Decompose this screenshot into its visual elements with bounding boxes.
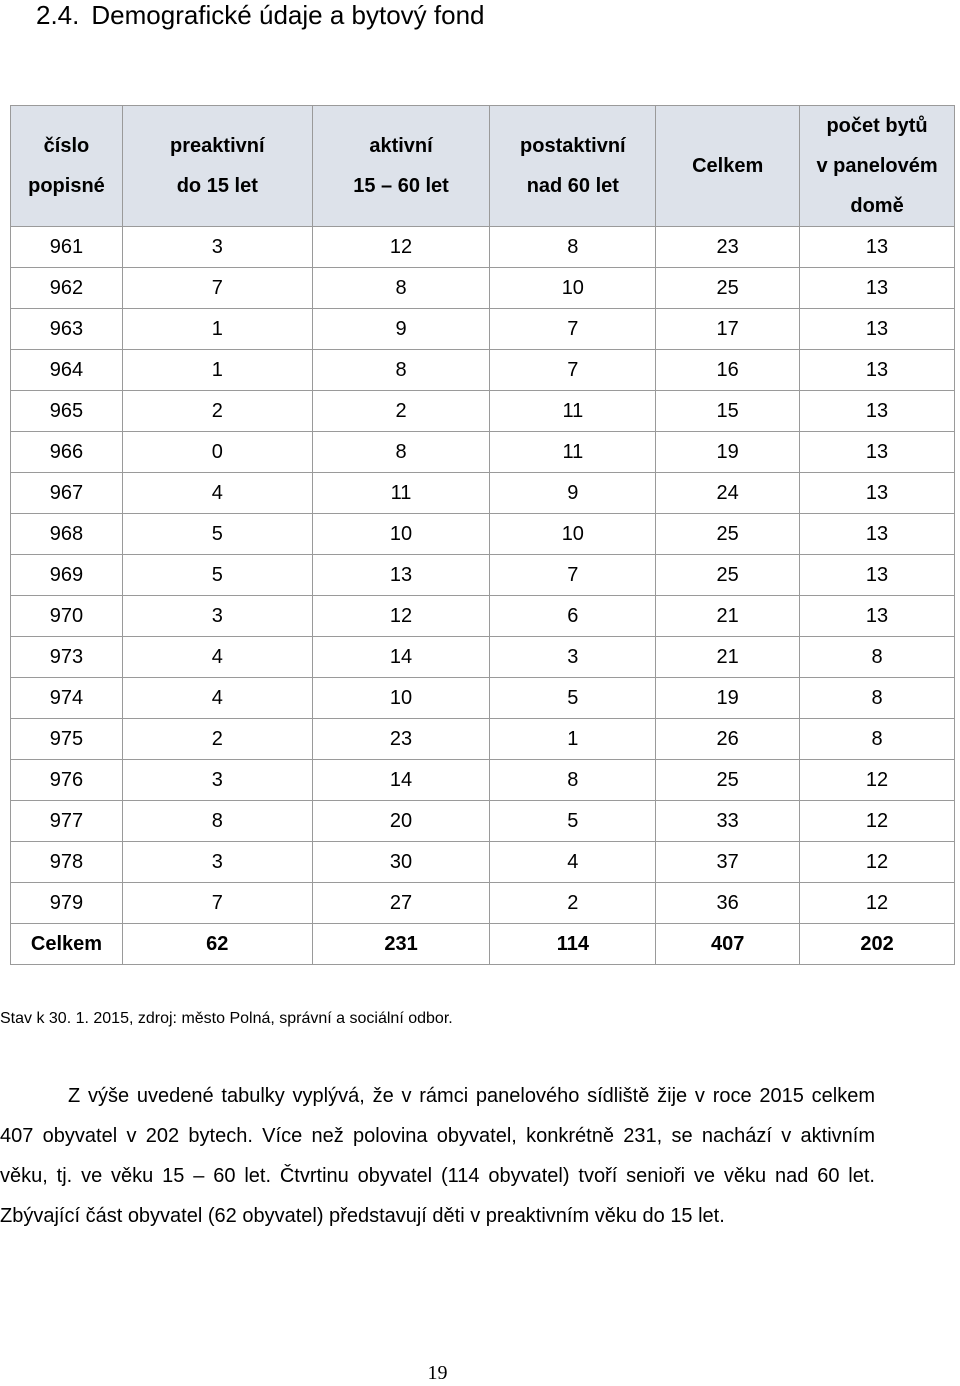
pocet-bytu-cell: 13 [800, 432, 955, 473]
table-row [11, 842, 955, 883]
total-preaktivni-cell: 62 [122, 924, 312, 965]
table-row [11, 227, 955, 268]
cislo-popisne-cell: 976 [11, 760, 123, 801]
celkem-cell: 23 [656, 227, 800, 268]
cislo-popisne-cell: 965 [11, 391, 123, 432]
aktivni-cell: 14 [312, 760, 490, 801]
table-row [11, 350, 955, 391]
cislo-popisne-cell: 968 [11, 514, 123, 555]
table-row [11, 514, 955, 555]
celkem-cell: 19 [656, 678, 800, 719]
postaktivni-cell: 8 [490, 760, 656, 801]
table-row [11, 309, 955, 350]
aktivni-cell: 30 [312, 842, 490, 883]
postaktivni-cell: 3 [490, 637, 656, 678]
demographics-table [10, 105, 955, 965]
preaktivni-cell: 3 [122, 842, 312, 883]
celkem-cell: 16 [656, 350, 800, 391]
postaktivni-cell: 7 [490, 309, 656, 350]
postaktivni-cell: 8 [490, 227, 656, 268]
postaktivni-cell: 5 [490, 678, 656, 719]
postaktivni-cell: 4 [490, 842, 656, 883]
postaktivni-cell: 7 [490, 350, 656, 391]
celkem-cell: 24 [656, 473, 800, 514]
celkem-cell: 26 [656, 719, 800, 760]
cislo-popisne-cell: 969 [11, 555, 123, 596]
header-pocet-bytu: počet bytů v panelovém domě [800, 106, 955, 227]
celkem-cell: 17 [656, 309, 800, 350]
celkem-cell: 37 [656, 842, 800, 883]
cislo-popisne-cell: 978 [11, 842, 123, 883]
celkem-cell: 25 [656, 760, 800, 801]
postaktivni-cell: 5 [490, 801, 656, 842]
pocet-bytu-cell: 13 [800, 596, 955, 637]
preaktivni-cell: 0 [122, 432, 312, 473]
table-row [11, 555, 955, 596]
celkem-cell: 21 [656, 637, 800, 678]
aktivni-cell: 8 [312, 350, 490, 391]
cislo-popisne-cell: 963 [11, 309, 123, 350]
pocet-bytu-cell: 13 [800, 350, 955, 391]
source-note: Stav k 30. 1. 2015, zdroj: město Polná, správní a sociální odbor. [0, 1010, 453, 1027]
celkem-cell: 15 [656, 391, 800, 432]
table-row [11, 678, 955, 719]
header-celkem: Celkem [656, 106, 800, 227]
aktivni-cell: 10 [312, 514, 490, 555]
table-header [11, 106, 955, 227]
table-row [11, 268, 955, 309]
postaktivni-cell: 2 [490, 883, 656, 924]
pocet-bytu-cell: 12 [800, 760, 955, 801]
postaktivni-cell: 10 [490, 514, 656, 555]
total-aktivni-cell: 231 [312, 924, 490, 965]
table-row [11, 391, 955, 432]
celkem-cell: 25 [656, 268, 800, 309]
aktivni-cell: 11 [312, 473, 490, 514]
pocet-bytu-cell: 13 [800, 514, 955, 555]
cislo-popisne-cell: 973 [11, 637, 123, 678]
pocet-bytu-cell: 13 [800, 309, 955, 350]
pocet-bytu-cell: 13 [800, 391, 955, 432]
total-cislo-popisne-cell: Celkem [11, 924, 123, 965]
cislo-popisne-cell: 979 [11, 883, 123, 924]
table-row [11, 432, 955, 473]
cislo-popisne-cell: 970 [11, 596, 123, 637]
table-row [11, 883, 955, 924]
table-body [11, 227, 955, 965]
preaktivni-cell: 3 [122, 227, 312, 268]
preaktivni-cell: 1 [122, 350, 312, 391]
pocet-bytu-cell: 8 [800, 678, 955, 719]
postaktivni-cell: 11 [490, 432, 656, 473]
aktivni-cell: 23 [312, 719, 490, 760]
total-row [11, 924, 955, 965]
cislo-popisne-cell: 974 [11, 678, 123, 719]
aktivni-cell: 14 [312, 637, 490, 678]
section-heading [36, 0, 485, 30]
header-row [11, 106, 955, 227]
aktivni-cell: 12 [312, 227, 490, 268]
pocet-bytu-cell: 12 [800, 842, 955, 883]
cislo-popisne-cell: 962 [11, 268, 123, 309]
page-number: 19 [427, 1362, 448, 1384]
preaktivni-cell: 8 [122, 801, 312, 842]
preaktivni-cell: 4 [122, 678, 312, 719]
preaktivni-cell: 2 [122, 391, 312, 432]
preaktivni-cell: 3 [122, 596, 312, 637]
aktivni-cell: 2 [312, 391, 490, 432]
total-pocet-bytu-cell: 202 [800, 924, 955, 965]
postaktivni-cell: 11 [490, 391, 656, 432]
section-number: 2.4. [36, 0, 80, 30]
celkem-cell: 21 [656, 596, 800, 637]
postaktivni-cell: 6 [490, 596, 656, 637]
celkem-cell: 33 [656, 801, 800, 842]
pocet-bytu-cell: 13 [800, 268, 955, 309]
pocet-bytu-cell: 13 [800, 555, 955, 596]
aktivni-cell: 13 [312, 555, 490, 596]
pocet-bytu-cell: 8 [800, 719, 955, 760]
header-preaktivni: preaktivní do 15 let [122, 106, 312, 227]
preaktivni-cell: 4 [122, 473, 312, 514]
cislo-popisne-cell: 966 [11, 432, 123, 473]
celkem-cell: 25 [656, 514, 800, 555]
table-row [11, 473, 955, 514]
cislo-popisne-cell: 967 [11, 473, 123, 514]
pocet-bytu-cell: 12 [800, 801, 955, 842]
table-row [11, 801, 955, 842]
aktivni-cell: 12 [312, 596, 490, 637]
cislo-popisne-cell: 961 [11, 227, 123, 268]
table-row [11, 596, 955, 637]
celkem-cell: 19 [656, 432, 800, 473]
celkem-cell: 36 [656, 883, 800, 924]
section-title: Demografické údaje a bytový fond [91, 0, 485, 30]
aktivni-cell: 20 [312, 801, 490, 842]
preaktivni-cell: 2 [122, 719, 312, 760]
pocet-bytu-cell: 8 [800, 637, 955, 678]
preaktivni-cell: 1 [122, 309, 312, 350]
aktivni-cell: 9 [312, 309, 490, 350]
total-postaktivni-cell: 114 [490, 924, 656, 965]
total-celkem-cell: 407 [656, 924, 800, 965]
cislo-popisne-cell: 975 [11, 719, 123, 760]
preaktivni-cell: 7 [122, 268, 312, 309]
pocet-bytu-cell: 13 [800, 227, 955, 268]
celkem-cell: 25 [656, 555, 800, 596]
preaktivni-cell: 5 [122, 555, 312, 596]
table-row [11, 637, 955, 678]
postaktivni-cell: 9 [490, 473, 656, 514]
preaktivni-cell: 3 [122, 760, 312, 801]
aktivni-cell: 10 [312, 678, 490, 719]
pocet-bytu-cell: 13 [800, 473, 955, 514]
pocet-bytu-cell: 12 [800, 883, 955, 924]
preaktivni-cell: 4 [122, 637, 312, 678]
cislo-popisne-cell: 977 [11, 801, 123, 842]
aktivni-cell: 8 [312, 432, 490, 473]
body-paragraph: Z výše uvedené tabulky vyplývá, že v rámci panelového sídliště žije v roce 2015 celkem 407 obyvatel v 202 bytech. Více než polovina obyvatel, konkrétně 231, se nachází v aktivním věku, tj. ve věku 15 – 60 let. Čtvrtinu obyvatel (114 obyvatel) tvoří senioři ve věku nad 60 let. Zbývající část obyvatel (62 obyvatel) představují děti v preaktivním věku do 15 let. [0, 1085, 875, 1227]
table-row [11, 719, 955, 760]
header-postaktivni: postaktivní nad 60 let [490, 106, 656, 227]
postaktivni-cell: 1 [490, 719, 656, 760]
postaktivni-cell: 10 [490, 268, 656, 309]
preaktivni-cell: 7 [122, 883, 312, 924]
header-cislo-popisne: číslo popisné [11, 106, 123, 227]
table-row [11, 760, 955, 801]
postaktivni-cell: 7 [490, 555, 656, 596]
header-aktivni: aktivní 15 – 60 let [312, 106, 490, 227]
cislo-popisne-cell: 964 [11, 350, 123, 391]
aktivni-cell: 27 [312, 883, 490, 924]
preaktivni-cell: 5 [122, 514, 312, 555]
aktivni-cell: 8 [312, 268, 490, 309]
